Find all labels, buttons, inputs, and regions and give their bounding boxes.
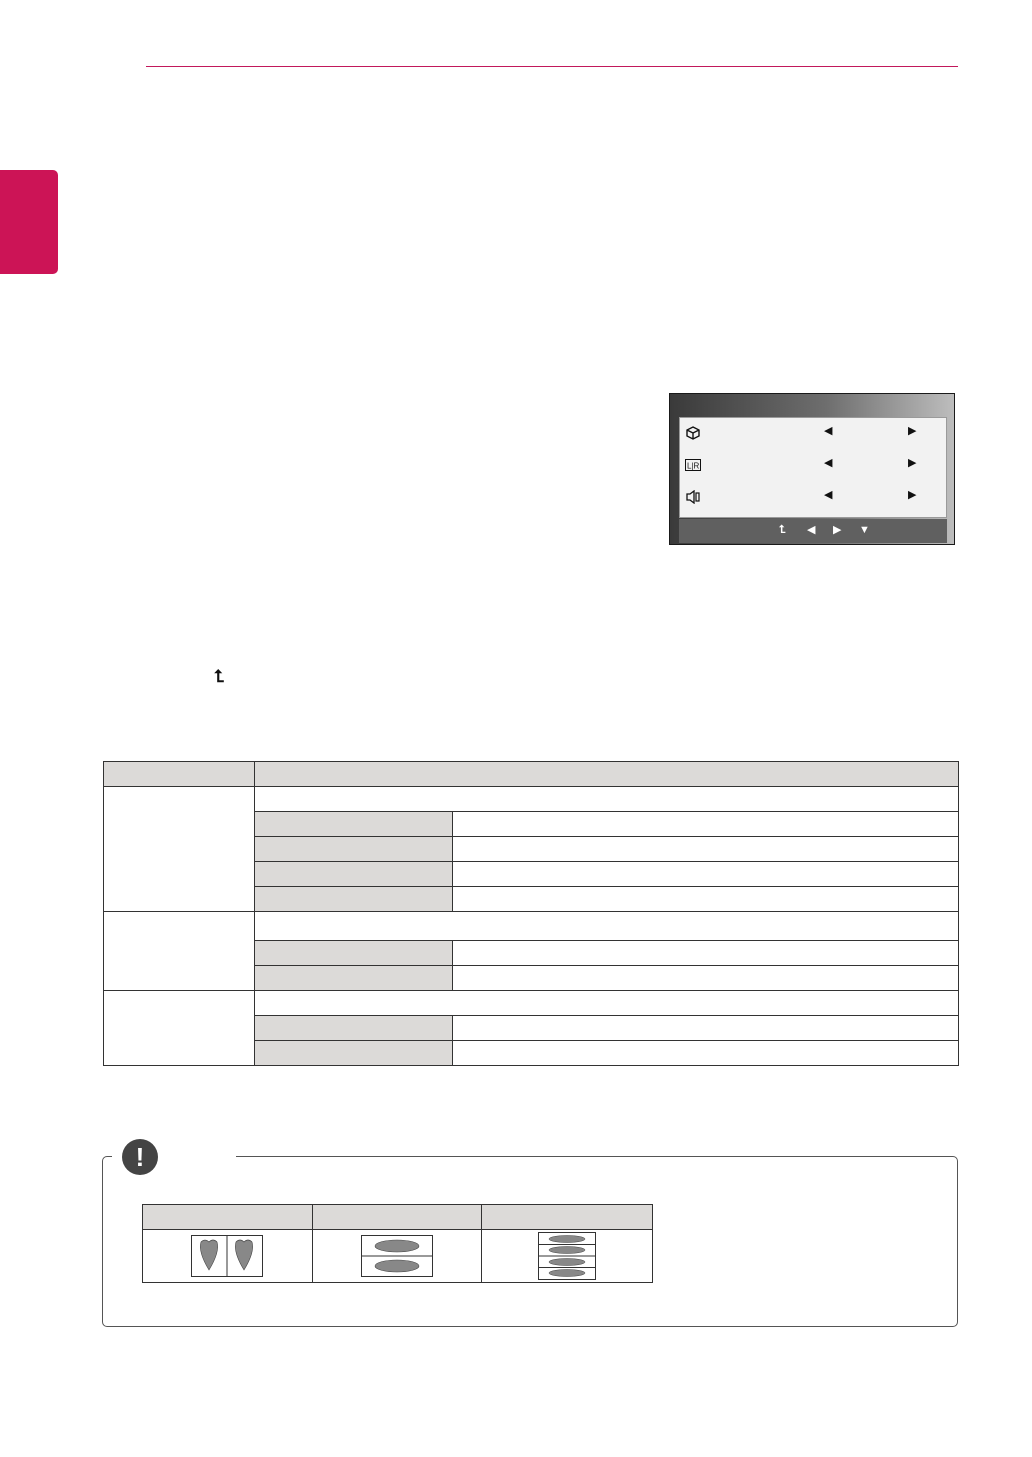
menu-group-cell bbox=[104, 912, 255, 991]
format-image-row bbox=[143, 1230, 653, 1283]
return-icon: ⮤ bbox=[214, 667, 225, 686]
3d-format-table bbox=[142, 1204, 653, 1283]
option-description-cell bbox=[452, 966, 958, 991]
option-cell bbox=[254, 1041, 452, 1066]
right-arrow-icon[interactable]: ▶ bbox=[908, 425, 917, 437]
option-cell bbox=[254, 1016, 452, 1041]
option-cell bbox=[254, 862, 452, 887]
menu-group-cell bbox=[104, 787, 255, 912]
osd-nav-bar bbox=[679, 519, 947, 543]
description-cell bbox=[254, 991, 958, 1016]
table-row bbox=[104, 912, 959, 941]
format-cell-side-by-side bbox=[143, 1230, 313, 1283]
settings-table bbox=[103, 761, 959, 1066]
osd-row-speaker bbox=[680, 484, 946, 516]
down-arrow-icon[interactable]: ▼ bbox=[859, 524, 870, 536]
format-header-row bbox=[143, 1205, 653, 1230]
option-cell bbox=[254, 837, 452, 862]
left-arrow-icon[interactable]: ◀ bbox=[807, 524, 816, 536]
top-bottom-thumbnail bbox=[361, 1235, 433, 1277]
option-description-cell bbox=[452, 837, 958, 862]
option-description-cell bbox=[452, 1041, 958, 1066]
table-header-cell bbox=[254, 762, 958, 787]
osd-row-lr bbox=[680, 452, 946, 484]
3d-cube-icon bbox=[685, 425, 701, 441]
option-cell bbox=[254, 966, 452, 991]
table-header-cell bbox=[104, 762, 255, 787]
description-cell bbox=[254, 912, 958, 941]
option-description-cell bbox=[452, 862, 958, 887]
osd-row-3d-mode bbox=[680, 420, 946, 452]
format-header-cell bbox=[143, 1205, 313, 1230]
exclamation-icon bbox=[122, 1139, 158, 1175]
option-cell bbox=[254, 812, 452, 837]
table-row bbox=[104, 787, 959, 812]
side-by-side-thumbnail bbox=[191, 1235, 263, 1277]
format-cell-top-bottom bbox=[312, 1230, 482, 1283]
option-description-cell bbox=[452, 887, 958, 912]
return-icon[interactable]: ⮤ bbox=[779, 524, 786, 536]
left-arrow-icon[interactable]: ◀ bbox=[824, 425, 833, 437]
line-by-line-thumbnail bbox=[538, 1232, 596, 1280]
menu-group-cell bbox=[104, 991, 255, 1066]
osd-menu-panel bbox=[679, 417, 947, 518]
option-cell bbox=[254, 887, 452, 912]
option-description-cell bbox=[452, 1016, 958, 1041]
format-header-cell bbox=[312, 1205, 482, 1230]
table-row bbox=[104, 991, 959, 1016]
osd-menu-screenshot bbox=[669, 393, 955, 545]
option-description-cell bbox=[452, 941, 958, 966]
table-header-row bbox=[104, 762, 959, 787]
right-arrow-icon[interactable]: ▶ bbox=[833, 524, 842, 536]
left-arrow-icon[interactable]: ◀ bbox=[824, 457, 833, 469]
lr-icon bbox=[685, 457, 701, 473]
header-rule bbox=[146, 66, 958, 67]
speaker-icon bbox=[685, 489, 701, 505]
format-header-cell bbox=[482, 1205, 653, 1230]
option-description-cell bbox=[452, 812, 958, 837]
right-arrow-icon[interactable]: ▶ bbox=[908, 457, 917, 469]
left-arrow-icon[interactable]: ◀ bbox=[824, 489, 833, 501]
svg-text:L|R: L|R bbox=[687, 461, 700, 471]
option-cell bbox=[254, 941, 452, 966]
right-arrow-icon[interactable]: ▶ bbox=[908, 489, 917, 501]
description-cell bbox=[254, 787, 958, 812]
language-side-tab bbox=[0, 170, 58, 274]
format-cell-line-by-line bbox=[482, 1230, 653, 1283]
exclamation-glyph: ! bbox=[135, 1142, 145, 1172]
